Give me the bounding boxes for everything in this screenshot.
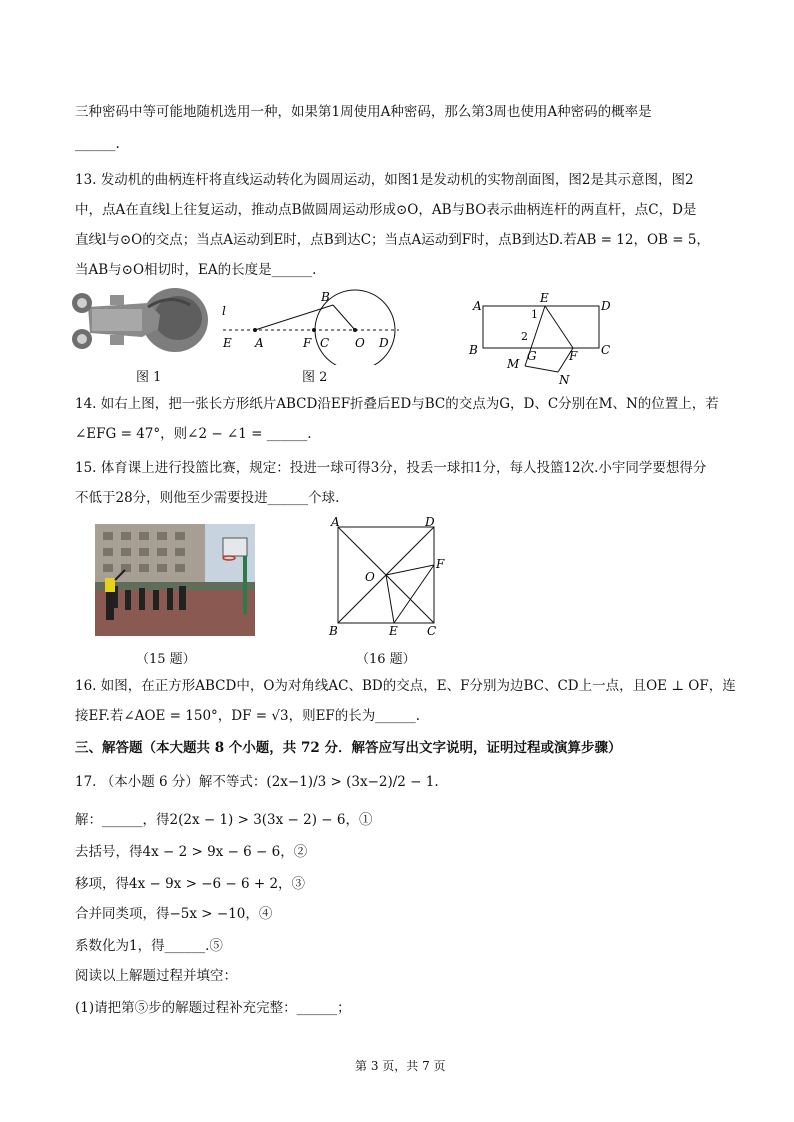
q17-step5: 系数化为1，得______.⑤: [75, 938, 223, 954]
fig1-caption: 图 1: [136, 370, 162, 385]
fig2-label-C: C: [320, 336, 330, 350]
q17-sub1: (1)请把第⑤步的解题过程补充完整：______；: [75, 1000, 351, 1016]
q15-line1: 15. 体育课上进行投篮比赛，规定：投进一球可得3分，投丢一球扣1分，每人投篮12次.小宇同学要想得分: [75, 460, 707, 476]
q17-step2: 去括号，得4x − 2 > 9x − 6 − 6，②: [75, 844, 308, 860]
q13-line3: 直线l与⊙O的交点；当点A运动到E时，点B到达C；当点A运动到F时，点B到达D.若AB = 12，OB = 5，: [75, 232, 710, 248]
fig14-label-D: D: [601, 299, 611, 313]
q13-line2: 中，点A在直线l上往复运动，推动点B做圆周运动形成⊙O，AB与BO表示曲柄连杆的两直杆，点C，D是: [75, 202, 697, 218]
fig16-label-F: F: [436, 557, 445, 571]
fig14-label-E: E: [540, 291, 549, 305]
fig16-label-O: O: [365, 570, 375, 584]
fig16-label-C: C: [427, 624, 437, 638]
fig2-label-F: F: [303, 336, 312, 350]
fig14-label-F: F: [569, 349, 578, 363]
fig2-schematic: [215, 285, 415, 365]
q15-line2: 不低于28分，则他至少需要投进______个球.: [75, 490, 340, 506]
q16-line2: 接EF.若∠AOE = 150°，DF = √3，则EF的长为______.: [75, 708, 421, 724]
fig14-label-M: M: [507, 357, 520, 371]
fig14-label-angle2: 2: [521, 330, 528, 343]
fig2-label-A: A: [255, 336, 264, 350]
q16-line1: 16. 如图，在正方形ABCD中，O为对角线AC、BD的交点，E、F分别为边BC、CD上一点，且OE ⊥ OF，连: [75, 678, 736, 694]
q17-step1: 解：______，得2(2x − 1) > 3(3x − 2) − 6，①: [75, 812, 373, 828]
q17-read: 阅读以上解题过程并填空：: [75, 968, 237, 984]
engine-crank-photo: [70, 285, 210, 357]
fig14-label-C: C: [601, 343, 611, 357]
fig16-square: [325, 515, 450, 640]
fig16-label-B: B: [329, 624, 338, 638]
page-footer: 第 3 页，共 7 页: [355, 1059, 446, 1073]
fig2-label-B: B: [321, 290, 330, 304]
q13-line1: 13. 发动机的曲柄连杆将直线运动转化为圆周运动，如图1是发动机的实物剖面图，图2是其示意图，图2: [75, 172, 694, 188]
fig14-label-G: G: [527, 349, 537, 363]
fig14-label-angle1: 1: [531, 308, 538, 321]
fig14-label-B: B: [469, 343, 478, 357]
basketball-photo: [95, 524, 255, 636]
caption-q15: （15 题）: [136, 652, 196, 667]
fig14-label-A: A: [473, 299, 482, 313]
q14-line2: ∠EFG = 47°，则∠2 − ∠1 = ______.: [75, 426, 312, 442]
fig14-folded-rectangle: [465, 288, 625, 388]
fig14-label-N: N: [559, 373, 570, 387]
fig16-label-A: A: [331, 515, 340, 529]
fig2-caption: 图 2: [302, 370, 328, 385]
caption-q16: （16 题）: [356, 652, 416, 667]
q13-line4: 当AB与⊙O相切时，EA的长度是______.: [75, 262, 317, 278]
q14-line1: 14. 如右上图，把一张长方形纸片ABCD沿EF折叠后ED与BC的交点为G，D、C分别在M、N的位置上，若: [75, 396, 719, 412]
fig16-label-E: E: [389, 624, 398, 638]
fig2-label-l: l: [222, 304, 226, 318]
q12-line1: 三种密码中等可能地随机选用一种，如果第1周使用A种密码，那么第3周也使用A种密码的概率是: [75, 104, 652, 120]
fig2-label-O: O: [355, 336, 365, 350]
fig2-label-D: D: [379, 336, 389, 350]
q17-intro: 17. （本小题 6 分）解不等式：(2x−1)/3 > (3x−2)/2 − 1.: [75, 774, 439, 790]
q17-step3: 移项，得4x − 9x > −6 − 6 + 2，③: [75, 876, 306, 892]
section3-title: 三、解答题（本大题共 8 个小题，共 72 分．解答应写出文字说明，证明过程或演算步骤）: [75, 740, 622, 756]
fig2-label-E: E: [223, 336, 232, 350]
q12-line2: ______.: [75, 136, 120, 152]
fig16-label-D: D: [425, 515, 435, 529]
q17-step4: 合并同类项，得−5x > −10，④: [75, 906, 273, 922]
